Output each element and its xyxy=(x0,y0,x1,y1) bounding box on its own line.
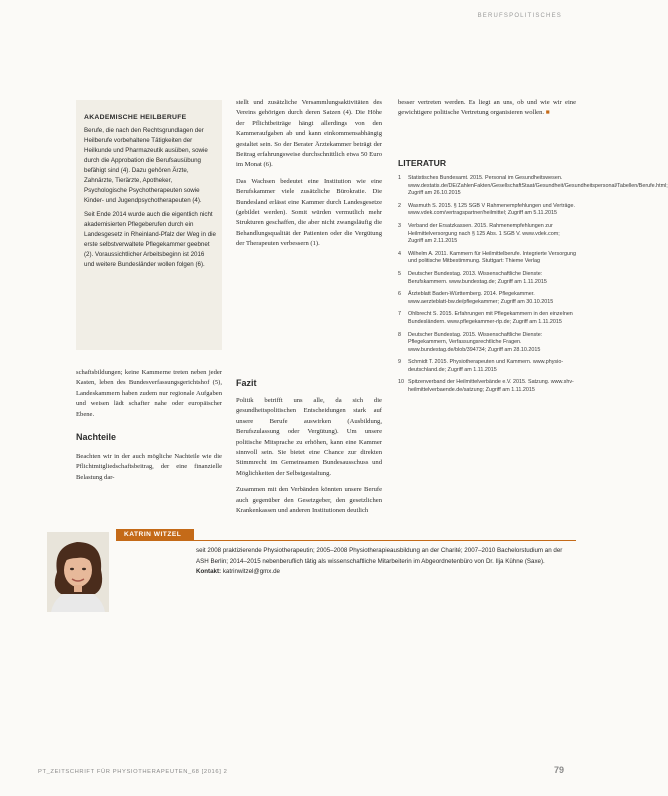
list-item-number: 10 xyxy=(398,379,404,386)
column-2-paragraph-1: stellt und zusätzliche Versammlungsaktivitäten des Vereins gehörigen durch deren Satzen (4). Die Höhe der Pflichtbeiträge hängt allerdings von den Kammeraufgaben ab und kann einkommensabhängig gestaltet sein. So der Berater Ärztekammer beträgt der Beitrag erfahrungsweise durchschnittlich etwa 50 Euro im Monat (6). xyxy=(236,99,382,169)
column-2-paragraph-3: Politik betrifft uns alle, da sich die gesundheitspolitischen Entscheidungen stark auf unsere Berufe auswirken (Ausbildung, Berufszulassung oder Vergütung). Um unsere politische Mitsprache zu erhöhen, kann eine Kammer sinnvoll sein. Sie bietet eine Chance zur direkten Stimmrecht im Gemeinsamen Bundesausschuss und Möglichkeiten der Selbstgestaltung. xyxy=(236,397,382,477)
end-mark: ■ xyxy=(545,109,550,117)
column-1-paragraph-1: schaftsbildungen; keine Kammerne treten neben jeder Kasten, leben des Bundesverfassungsgerichtshof (5), Landeskammern haben zudem nur regionale Aufgaben und weisen lädt schafter nahe oder europäischer Ebene. xyxy=(76,369,222,418)
list-item xyxy=(398,175,668,198)
info-box-paragraph-2: Seit Ende 2014 wurde auch die eigentlich nicht akademisierten Pflegeberufen durch ein Landesgesetz in Rheinland-Pfalz der Weg in die erste selbstverwaltete Pflegekammer geebnet (2). Voraussichtlicher Arbeitsbeginn ist 2016 und weitere Bundesländer wollen folgen (6). xyxy=(84,211,216,268)
list-item-text: Verband der Ersatzkassen. 2015. Rahmenempfehlungen zur Heilmittelversorgung nach § 125 Abs. 1 SGB V. www.vdek.com; Zugriff am 2.11.2015 xyxy=(408,222,560,245)
list-item xyxy=(398,379,576,394)
author-photo xyxy=(47,532,109,612)
list-item-number: 1 xyxy=(398,175,401,181)
list-item xyxy=(398,271,576,286)
list-item xyxy=(398,251,576,266)
column-2-paragraph-2: Das Wachsen bedeutet eine Institution wie eine Berufskammer viele zusätzliche Bürokratie. Die Bundesland erlässt eine Kammer durch Landesgesetze (gebildet werden). Somit würden vermutlich mehr Strukturen geschaffen, die aber nicht zwangsläufig die Behandlungsqualität der Patienten oder die Vergütung der Therapeuten verbessern (1). xyxy=(236,177,382,248)
info-box-paragraph-1: Berufe, die nach den Rechtsgrundlagen der Heilberufe vorbehaltene Tätigkeiten der Heilkunde und Pharmazeutik ausüben, sowie durch die Approbation die Berufsausübung befähigt sind (4). Dazu gehören Ärzte, Zahnärzte, Tierärzte, Apotheker, Psychologische Psychotherapeuten sowie Kinder- und Jugendpsychotherapeuten (4). xyxy=(84,127,208,204)
column-2-paragraph-4: Zusammen mit den Verbänden könnten unsere Berufe auch gegenüber den Gesetzgeber, den gesetzlichen Krankenkassen und anderen Institutionen deutlich xyxy=(236,486,382,515)
list-item-number: 5 xyxy=(398,270,401,277)
list-item-number: 3 xyxy=(398,222,401,229)
list-item-number: 6 xyxy=(398,291,401,298)
list-item-text: Ohlbrecht S. 2015. Erfahrungen mit Pflegekammern in den einzelnen Bundesländern. www.pflegekammer-rlp.de; Zugriff am 1.11.2015 xyxy=(408,311,573,325)
list-item-text: Wilhelm A. 2011. Kammern für Heilmittelberufe. Integrierte Versorgung und politische Mitbestimmung. Stuttgart: Thieme Verlag xyxy=(408,250,576,265)
info-box-title: AKADEMISCHE HEILBERUFE xyxy=(84,114,187,121)
info-box xyxy=(76,100,222,350)
column-1-text-lower xyxy=(76,452,222,489)
list-item xyxy=(398,332,576,355)
list-item xyxy=(398,359,576,374)
list-item xyxy=(398,291,576,306)
author-contact-email[interactable]: katrinwitzel@gmx.de xyxy=(222,568,281,576)
list-item-number: 4 xyxy=(398,250,401,257)
author-bio-block xyxy=(196,546,572,578)
column-1-paragraph-2: Beachten wir in der auch mögliche Nachteile wie die Pflichtmitgliedschaftsbeitrag, der eine finanzielle Belastung dar- xyxy=(76,453,222,481)
heading-nachteile: Nachteile xyxy=(76,432,117,442)
list-item-text: Deutscher Bundestag. 2015. Wissenschaftliche Dienste: Pflegekammern, Verfassungsrechtliche Fragen. www.bundestag.de/blob/394734; Zugriff am 28.10.2015 xyxy=(408,331,543,353)
list-item-number: 8 xyxy=(398,331,401,338)
footer-journal: PT_ZEITSCHRIFT FÜR PHYSIOTHERAPEUTEN_68 [2016] 2 xyxy=(38,769,228,775)
list-item xyxy=(398,203,576,218)
literatur-list xyxy=(398,175,668,400)
page-number: 79 xyxy=(554,765,565,775)
list-item-number: 7 xyxy=(398,311,401,318)
list-item-number: 9 xyxy=(398,359,401,366)
list-item-text: Schmidt T. 2015. Physiotherapeuten und Kammern. www.physio-deutschland.de; Zugriff am 1.11.2015 xyxy=(408,359,564,373)
list-item xyxy=(398,223,576,246)
literatur-title: LITERATUR xyxy=(398,158,447,168)
section-tag: BERUFSPOLITISCHES xyxy=(477,13,562,19)
list-item-text: Deutscher Bundestag. 2013. Wissenschaftliche Dienste: Berufskammern. www.bundestag.de; Zugriff am 1.11.2015 xyxy=(408,270,547,285)
column-3-paragraph-text: besser vertreten werden. Es liegt an uns, ob und wie wir eine gewichtigere politische Vertretung organisieren wollen. xyxy=(398,99,576,117)
author-divider xyxy=(116,540,576,541)
column-2-text xyxy=(236,98,382,256)
author-contact-label: Kontakt: xyxy=(196,568,222,576)
list-item-text: Wasmuth S. 2015. § 125 SGB V Rahmenempfehlungen und Verträge. www.vdek.com/vertragspartner/heilmittel; Zugriff am 5.11.2015 xyxy=(408,202,576,217)
list-item-text: Statistisches Bundesamt. 2015. Personal im Gesundheitswesen. www.destatis.de/DE/ZahlenFakten/GesellschaftStaat/Gesundheit/Gesundheitspersonal/Tabellen/Berufe.html; Zugriff am 26.10.2015 xyxy=(408,175,668,197)
author-portrait-icon xyxy=(47,532,109,612)
list-item-number: 2 xyxy=(398,202,401,209)
list-item-text: Spitzenverband der Heilmittelverbände e.V. 2015. Satzung. www.shv-heilmittelverbaende.de/satzung; Zugriff am 1.11.2015 xyxy=(408,379,574,394)
author-bio: seit 2008 praktizierende Physiotherapeutin; 2005–2008 Physiotherapieausbildung an der Charité; 2007–2010 Bachelorstudium an der ASH Berlin; 2014–2015 nebenberuflich tätig als wissenschaftliche Mitarbeiterin im Abgeordnetenbüro von Dr. Ilja Kühne (Saxe). xyxy=(196,547,563,565)
column-3-text xyxy=(398,98,576,125)
column-1-text xyxy=(76,368,222,426)
column-3-paragraph-1 xyxy=(398,98,576,119)
author-name-bar: KATRIN WITZEL xyxy=(116,529,194,540)
column-2-text-lower xyxy=(236,396,382,522)
list-item-text: Ärzteblatt Baden-Württemberg. 2014. Pflegekammer. www.aerzteblatt-bw.de/pflegekammer; Zugriff am 30.10.2015 xyxy=(408,291,554,305)
heading-fazit: Fazit xyxy=(236,378,257,388)
list-item xyxy=(398,311,576,326)
author-contact-line xyxy=(196,567,572,578)
